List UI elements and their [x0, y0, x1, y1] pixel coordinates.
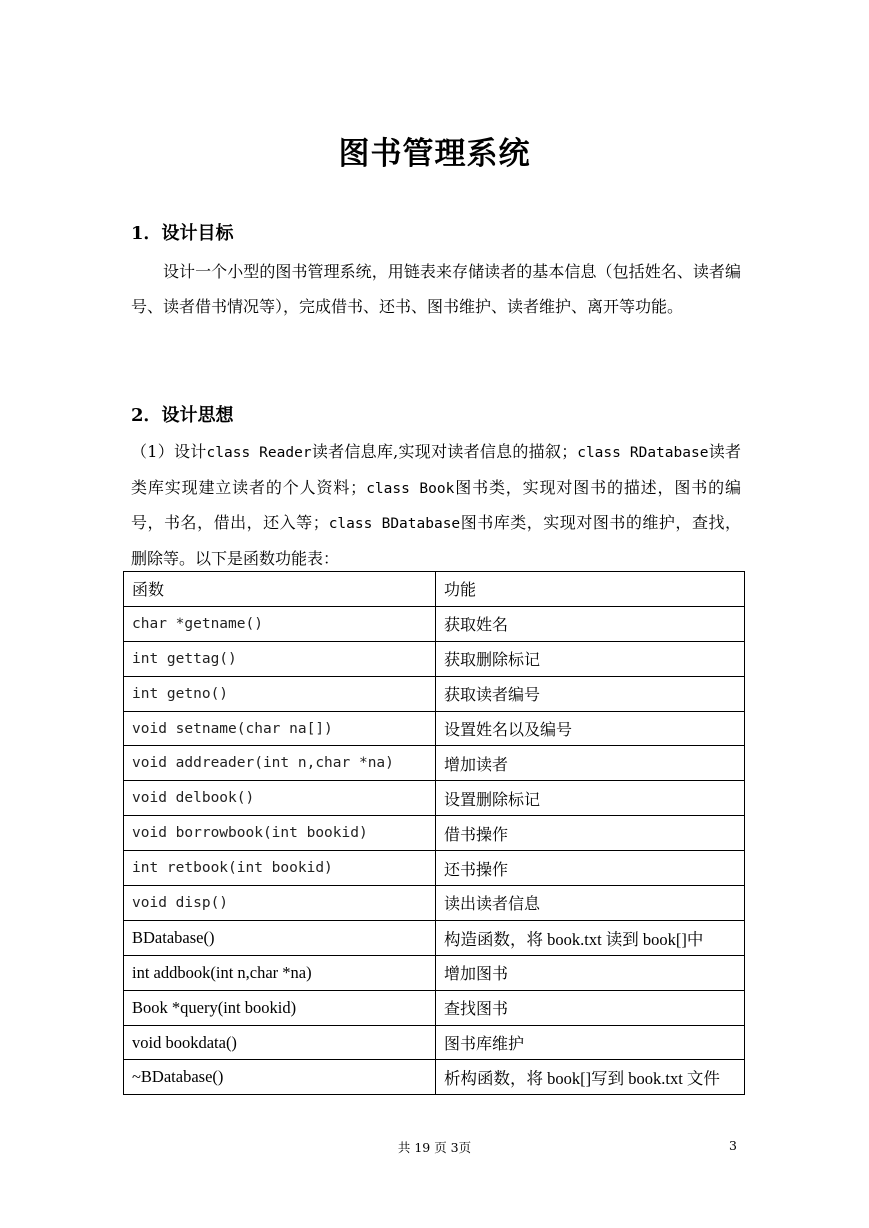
function-cell: BDatabase()	[124, 920, 436, 955]
table-header-row	[124, 572, 745, 607]
header-cell-feature: 功能	[436, 572, 745, 607]
table-row	[124, 886, 745, 921]
design-goal-paragraph: 设计一个小型的图书管理系统，用链表来存储读者的基本信息（包括姓名、读者编号、读者借书情况等），完成借书、还书、图书维护、读者维护、离开等功能。	[131, 262, 741, 316]
design-idea-paragraph	[131, 435, 741, 576]
feature-cell: 增加图书	[436, 955, 745, 990]
function-cell: void addreader(int n,char *na)	[124, 746, 436, 781]
table-row	[124, 746, 745, 781]
function-table	[123, 571, 745, 1095]
table-row	[124, 711, 745, 746]
function-cell: ~BDatabase()	[124, 1060, 436, 1095]
table-row	[124, 641, 745, 676]
feature-cell: 读出读者信息	[436, 886, 745, 921]
feature-cell: 设置姓名以及编号	[436, 711, 745, 746]
table-row	[124, 606, 745, 641]
table-row	[124, 955, 745, 990]
table-row	[124, 676, 745, 711]
table-row	[124, 851, 745, 886]
feature-cell: 查找图书	[436, 990, 745, 1025]
class-name-bdatabase: class BDatabase	[328, 516, 461, 532]
function-cell: char *getname()	[124, 606, 436, 641]
para-text: 读者信息库,实现对读者信息的描叙；	[311, 442, 578, 461]
document-title: 图书管理系统	[338, 136, 531, 172]
feature-cell: 设置删除标记	[436, 781, 745, 816]
section-heading-design-goal: 1．设计目标	[131, 223, 234, 244]
table-row	[124, 781, 745, 816]
feature-cell: 获取姓名	[436, 606, 745, 641]
para-text: 读者类库实现建立读者的个人资料；	[131, 442, 741, 497]
function-cell: Book *query(int bookid)	[124, 990, 436, 1025]
function-cell: int retbook(int bookid)	[124, 851, 436, 886]
para-text: 图书库类，实现对图书的维护，查找，删除等。以下是函数功能表：	[131, 513, 741, 568]
feature-cell: 获取删除标记	[436, 641, 745, 676]
function-cell: int addbook(int n,char *na)	[124, 955, 436, 990]
feature-cell: 图书库维护	[436, 1025, 745, 1060]
table-row	[124, 1025, 745, 1060]
table-row	[124, 1060, 745, 1095]
table-row	[124, 920, 745, 955]
function-cell: void disp()	[124, 886, 436, 921]
function-cell: void delbook()	[124, 781, 436, 816]
function-cell: void borrowbook(int bookid)	[124, 816, 436, 851]
para-text: 图书类，实现对图书的描述，图书的编号，书名，借出，还入等；	[131, 477, 741, 532]
feature-cell: 借书操作	[436, 816, 745, 851]
feature-cell: 析构函数，将 book[]写到 book.txt 文件	[436, 1060, 745, 1095]
feature-cell: 增加读者	[436, 746, 745, 781]
header-cell-function: 函数	[124, 572, 436, 607]
function-cell: void bookdata()	[124, 1025, 436, 1060]
class-name-reader: class Reader	[206, 445, 312, 461]
function-cell: int gettag()	[124, 641, 436, 676]
function-cell: int getno()	[124, 676, 436, 711]
section-heading-design-idea: 2．设计思想	[131, 405, 234, 426]
feature-cell: 构造函数，将 book.txt 读到 book[]中	[436, 920, 745, 955]
class-name-book: class Book	[366, 480, 455, 497]
table-row	[124, 816, 745, 851]
table-row	[124, 990, 745, 1025]
feature-cell: 获取读者编号	[436, 676, 745, 711]
page-footer-count: 共 19 页 3页	[397, 1140, 472, 1155]
class-name-rdatabase: class RDatabase	[577, 445, 709, 461]
page-number: 3	[729, 1138, 737, 1153]
para-text: （1）设计	[131, 442, 207, 461]
feature-cell: 还书操作	[436, 851, 745, 886]
function-cell: void setname(char na[])	[124, 711, 436, 746]
